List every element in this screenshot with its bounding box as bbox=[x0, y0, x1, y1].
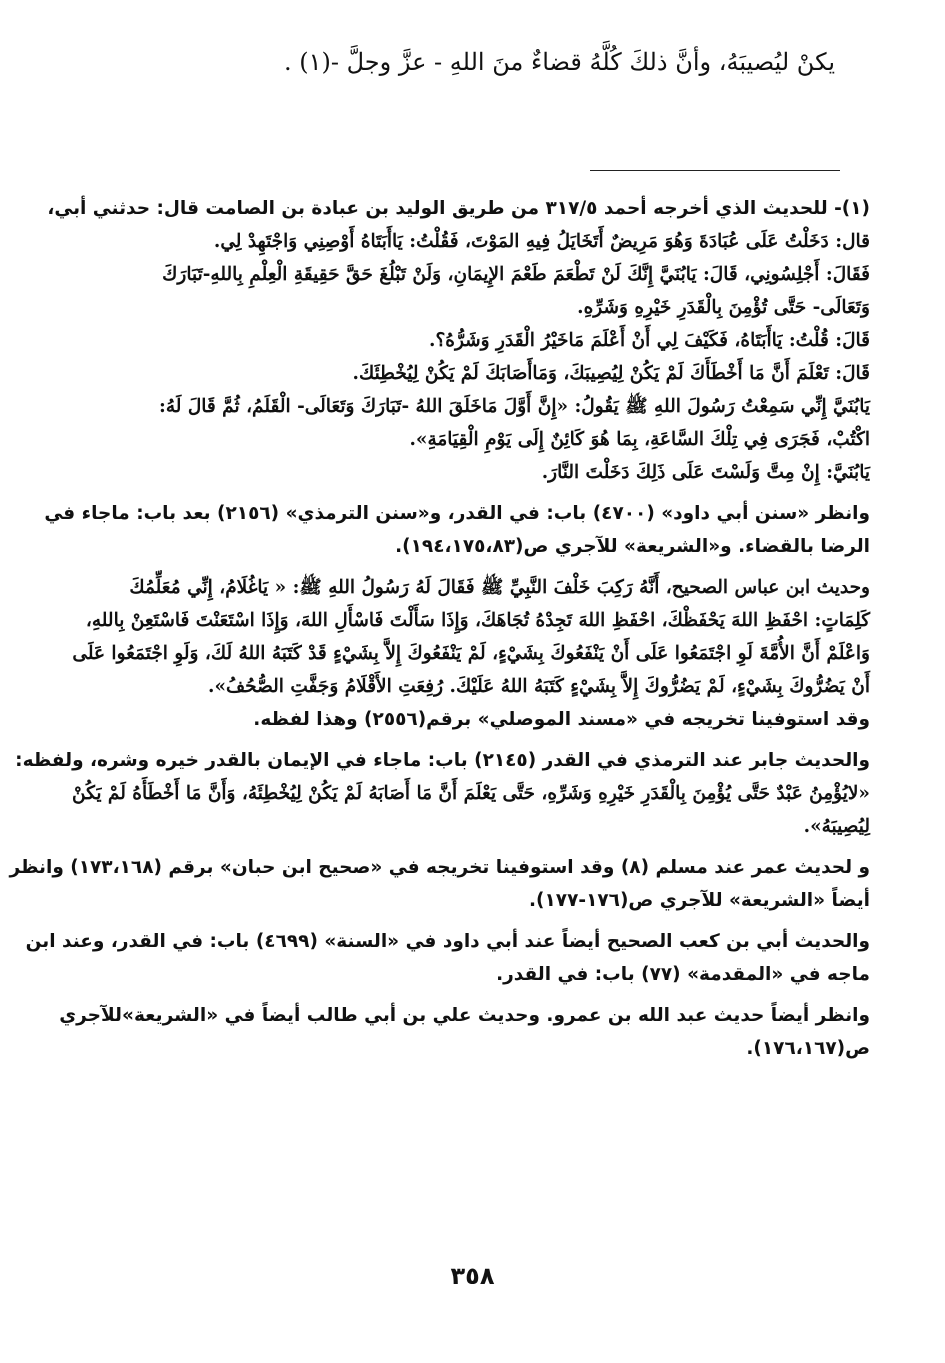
footnote-line: ص(١٧٦،١٦٧). bbox=[746, 1038, 870, 1059]
footnote-line: أَنْ يَضُرُّوكَ بِشَيْءٍ، لَمْ يَضُرُّوكَ إِلاَّ بِشَيْءٍ كَتَبَهُ اللهُ عَلَيْكَ. رُفِعَتِ الأَقْلَامُ وَجَفَّتِ الصُّحُفُ». bbox=[208, 676, 870, 697]
footnote-divider bbox=[590, 170, 840, 171]
paragraph-gap bbox=[70, 917, 870, 925]
footnote-line: لِيُصِيبَهُ». bbox=[803, 816, 870, 837]
paragraph-gap bbox=[70, 563, 870, 571]
footnote-line: قَالَ: قُلْتُ: يَاأَبَتَاهُ، فَكَيْفَ لِي أَنْ أَعْلَمَ مَاخَيْرُ الْقَدَرِ وَشَرُّهُ؟. bbox=[429, 330, 870, 351]
footnote-line: والحديث جابر عند الترمذي في القدر (٢١٤٥) باب: ماجاء في الإيمان بالقدر خيره وشره، ولفظه: bbox=[15, 750, 870, 771]
paragraph-gap bbox=[70, 489, 870, 497]
footnote-line: قَالَ: تَعْلَمَ أَنَّ مَا أَخْطَأَكَ لَمْ يَكُنْ لِيُصِيبَكَ، وَمَاأَصَابَكَ لَمْ يَكُنْ لِيُخْطِئَكَ. bbox=[352, 363, 870, 384]
footnote-line: اكْتُبْ، فَجَرَى فِي تِلْكَ السَّاعَةِ، بِمَا هُوَ كَائِنٌ إِلَى يَوْمِ الْقِيَامَةِ». bbox=[409, 429, 870, 450]
footnote-line: (١)- للحديث الذي أخرجه أحمد ٣١٧/٥ من طريق الوليد بن عبادة بن الصامت قال: حدثني أبي، bbox=[47, 198, 870, 219]
footnote-line: فَقَالَ: أَجْلِسُونِي، قَالَ: يَابُنَيَّ إِنَّكَ لَنْ تَطْعَمَ طَعْمَ الإِيمَانِ، وَلَنْ تَبْلُغَ حَقَّ حَقِيقَةِ الْعِلْمِ بِاللهِ-تَبَارَكَ bbox=[162, 264, 870, 285]
footnote-line: قال: دَخَلْتُ عَلَى عُبَادَةَ وَهُوَ مَرِيضٌ أَتَخَايَلُ فِيهِ المَوْتَ، فَقُلْتُ: يَاأَبَتَاهُ أَوْصِنِي وَاجْتَهِدْ لِي. bbox=[213, 231, 870, 252]
paragraph-gap bbox=[70, 991, 870, 999]
main-text-line: يكنْ ليُصيبَهُ، وأنَّ ذلكَ كُلَّهُ قضاءٌ منَ اللهِ - عزَّ وجلَّ -(١) . bbox=[284, 48, 835, 76]
footnote-line: و لحديث عمر عند مسلم (٨) وقد استوفينا تخريجه في «صحيح ابن حبان» برقم (١٧٣،١٦٨) وانظر bbox=[9, 857, 870, 878]
footnote-line: وانظر «سنن أبي داود» (٤٧٠٠) باب: في القدر، و«سنن الترمذي» (٢١٥٦) بعد باب: ماجاء في bbox=[44, 503, 870, 524]
footnote-line: وقد استوفينا تخريجه في «مسند الموصلي» برقم(٢٥٥٦) وهذا لفظه. bbox=[253, 709, 870, 730]
footnote-line: «لايُؤْمِنُ عَبْدٌ حَتَّى يُؤْمِنَ بِالْقَدَرِ خَيْرِهِ وَشَرِّهِ، حَتَّى يَعْلَمَ أَنَّ مَا أَصَابَهُ لَمْ يَكُنْ لِيُخْطِئَهُ، وَأَنَّ مَا أَخْطَأَهُ لَمْ يَكُنْ bbox=[72, 783, 870, 804]
footnote-line: أيضاً «الشريعة» للآجري ص(١٧٦-١٧٧). bbox=[529, 890, 870, 911]
footnote-line: كَلِمَاتٍ: احْفَظِ اللهَ يَحْفَظْكَ، احْفَظِ اللهَ تَجِدْهُ تُجَاهَكَ، وَإِذَا سَأَلْتَ فَاسْأَلِ اللهَ، وَإِذَا اسْتَعَنْتَ فَاسْتَعِنْ بِاللهِ، bbox=[85, 610, 870, 631]
footnote-line: وَاعْلَمْ أَنَّ الأُمَّةَ لَوِ اجْتَمَعُوا عَلَى أَنْ يَنْفَعُوكَ بِشَيْءٍ، لَمْ يَنْفَعُوكَ إِلاَّ بِشَيْءٍ قَدْ كَتَبَهُ اللهُ لَكَ، وَلَوِ اجْتَمَعُوا عَلَى bbox=[72, 643, 870, 664]
footnote-line: يَابُنَيَّ إِنِّي سَمِعْتُ رَسُولَ اللهِ ﷺ يَقُولُ: «إِنَّ أَوَّلَ مَاخَلَقَ اللهُ -تَبَارَكَ وَتَعَالَى- الْقَلَمُ، ثُمَّ قَالَ لَهُ: bbox=[159, 396, 870, 417]
paragraph-gap bbox=[70, 736, 870, 744]
footnote-line: وانظر أيضاً حديث عبد الله بن عمرو. وحديث علي بن أبي طالب أيضاً في «الشريعة»للآجري bbox=[59, 1005, 870, 1026]
footnote-line: وحديث ابن عباس الصحيح، أَنَّهُ رَكِبَ خَلْفَ النَّبِيِّ ﷺ فَقَالَ لَهُ رَسُولُ اللهِ ﷺ: « يَاغُلَامُ، إِنِّي مُعَلِّمُكَ bbox=[129, 577, 870, 598]
footnote-line: وَتَعَالَى- حَتَّى تُؤْمِنَ بِالْقَدَرِ خَيْرِهِ وَشَرِّهِ. bbox=[577, 297, 870, 318]
footnote-line: ماجه في «المقدمة» (٧٧) باب: في القدر. bbox=[496, 964, 870, 985]
page-number: ٣٥٨ bbox=[450, 1262, 495, 1290]
footnotes-section bbox=[9, 192, 870, 1065]
footnote-line: يَابُنَيَّ: إِنْ مِتَّ وَلَسْتَ عَلَى ذَلِكَ دَخَلْتَ النَّارَ. bbox=[541, 462, 870, 483]
footnote-line: الرضا بالقضاء. و«الشريعة» للآجري ص(١٩٤،١٧٥،٨٣). bbox=[395, 536, 870, 557]
footnote-line: والحديث أبي بن كعب الصحيح أيضاً عند أبي داود في «السنة» (٤٦٩٩) باب: في القدر، وعند ابن bbox=[25, 931, 870, 952]
paragraph-gap bbox=[70, 843, 870, 851]
